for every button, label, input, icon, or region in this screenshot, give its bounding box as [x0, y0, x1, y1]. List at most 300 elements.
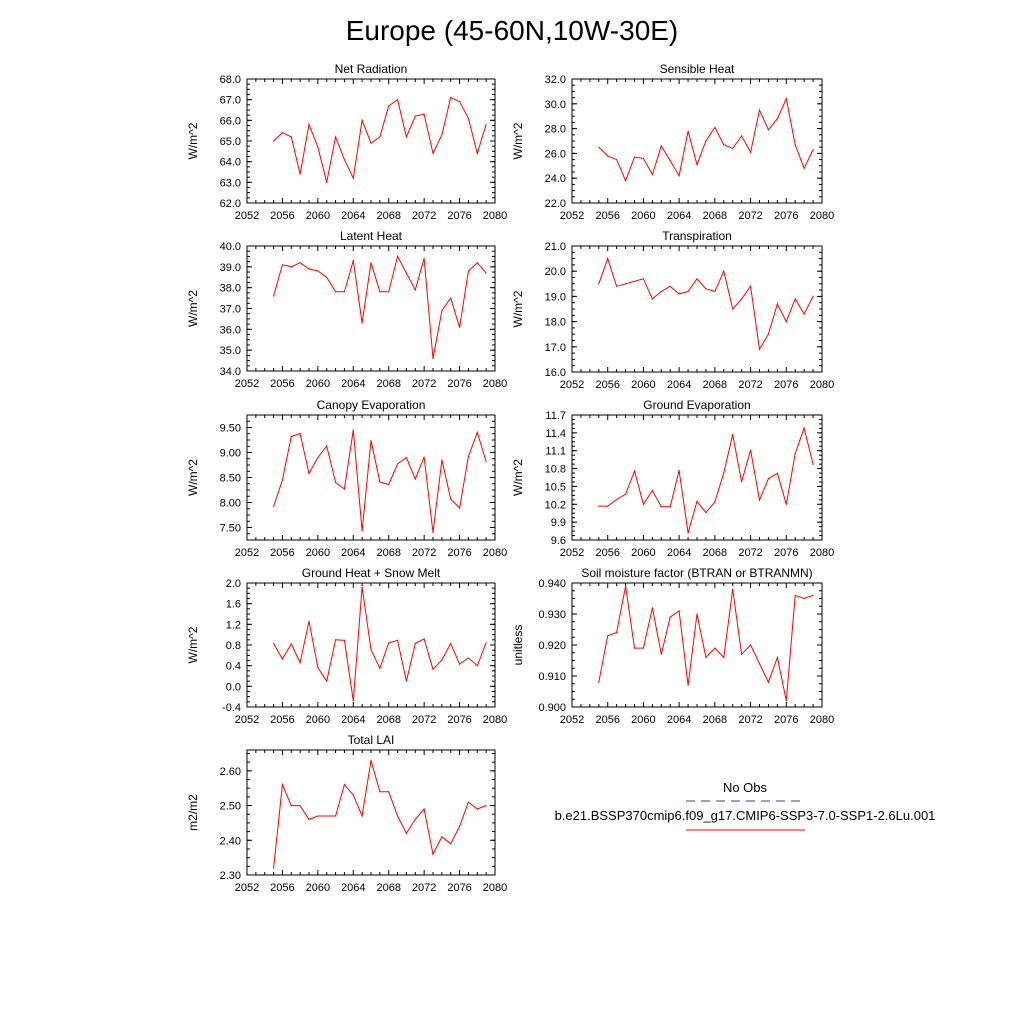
- data-point: [768, 334, 769, 335]
- x-tick-label: 2076: [774, 210, 799, 222]
- data-point: [786, 504, 787, 505]
- data-point: [370, 760, 371, 761]
- data-point: [388, 291, 389, 292]
- data-point: [813, 296, 814, 297]
- data-point: [326, 815, 327, 816]
- data-point: [670, 160, 671, 161]
- panel-8: [186, 733, 507, 894]
- data-point: [379, 481, 380, 482]
- x-tick-label: 2056: [270, 714, 295, 726]
- data-point: [750, 450, 751, 451]
- y-tick-label: 2.60: [219, 765, 241, 778]
- y-tick-label: 37.0: [219, 303, 241, 316]
- y-tick-label: 9.9: [550, 517, 566, 530]
- data-point: [459, 507, 460, 508]
- data-point: [696, 278, 697, 279]
- x-tick-label: 2068: [376, 547, 401, 559]
- data-point: [795, 144, 796, 145]
- x-tick-label: 2072: [738, 379, 763, 391]
- x-tick-label: 2076: [774, 547, 799, 559]
- x-tick-label: 2060: [305, 378, 331, 390]
- y-tick-label: 28.0: [544, 123, 566, 136]
- x-tick-label: 2052: [234, 378, 260, 390]
- x-tick-label: 2076: [774, 714, 799, 726]
- data-point: [459, 327, 460, 328]
- x-tick-label: 2060: [631, 379, 656, 391]
- y-axis-label: W/m^2: [186, 290, 200, 327]
- y-tick-label: 0.940: [538, 578, 566, 590]
- x-tick-label: 2060: [305, 714, 331, 726]
- y-tick-label: 19.0: [544, 291, 566, 304]
- data-point: [379, 136, 380, 137]
- panel-1: [511, 62, 834, 222]
- y-tick-label: 0.910: [538, 671, 566, 683]
- x-tick-label: 2052: [559, 379, 585, 391]
- y-tick-label: 0.4: [225, 660, 241, 673]
- data-point: [786, 98, 787, 99]
- data-point: [415, 819, 416, 820]
- y-tick-label: 22.0: [544, 198, 566, 210]
- data-point: [432, 669, 433, 670]
- data-point: [705, 512, 706, 513]
- data-point: [432, 532, 433, 533]
- x-tick-label: 2080: [482, 378, 508, 390]
- data-point: [679, 610, 680, 611]
- data-point: [459, 664, 460, 665]
- data-point: [477, 153, 478, 154]
- data-point: [353, 178, 354, 179]
- data-point: [450, 643, 451, 644]
- data-point: [795, 453, 796, 454]
- x-tick-label: 2080: [482, 714, 508, 726]
- data-point: [450, 498, 451, 499]
- data-point: [450, 97, 451, 98]
- data-point: [397, 640, 398, 641]
- data-point: [459, 101, 460, 102]
- data-point: [696, 164, 697, 165]
- data-point: [326, 182, 327, 183]
- x-tick-label: 2076: [447, 210, 472, 222]
- data-point: [441, 836, 442, 837]
- data-point: [317, 457, 318, 458]
- data-point: [768, 478, 769, 479]
- x-tick-label: 2060: [305, 547, 331, 559]
- data-point: [397, 256, 398, 257]
- y-tick-label: 8.00: [219, 497, 241, 510]
- data-point: [598, 147, 599, 148]
- x-tick-label: 2060: [305, 882, 331, 894]
- data-point: [282, 132, 283, 133]
- y-tick-label: 38.0: [219, 282, 241, 295]
- data-point: [424, 258, 425, 259]
- data-point: [362, 530, 363, 531]
- data-point: [415, 643, 416, 644]
- y-tick-label: 2.40: [219, 835, 241, 848]
- y-tick-label: 66.0: [219, 115, 241, 128]
- data-point: [370, 262, 371, 263]
- data-point: [714, 127, 715, 128]
- data-point: [696, 613, 697, 614]
- y-tick-label: 9.6: [550, 535, 566, 547]
- x-tick-label: 2060: [305, 210, 331, 222]
- x-tick-label: 2080: [482, 547, 508, 559]
- x-tick-label: 2056: [595, 379, 620, 391]
- data-point: [723, 144, 724, 145]
- y-tick-label: 0.900: [538, 702, 566, 714]
- y-tick-label: 18.0: [544, 316, 566, 329]
- y-tick-label: 40.0: [219, 241, 241, 253]
- data-point: [652, 490, 653, 491]
- x-tick-label: 2052: [559, 714, 585, 726]
- data-point: [397, 99, 398, 100]
- data-point: [714, 291, 715, 292]
- data-point: [432, 358, 433, 359]
- y-tick-label: 67.0: [219, 94, 241, 107]
- x-tick-label: 2080: [809, 547, 835, 559]
- plot-frame: [247, 583, 495, 707]
- y-tick-label: 30.0: [544, 98, 566, 111]
- plot-frame: [572, 583, 822, 707]
- x-tick-label: 2052: [234, 882, 260, 894]
- series-line: [599, 586, 813, 701]
- y-axis-label: m2/m2: [186, 794, 200, 831]
- data-point: [335, 136, 336, 137]
- y-tick-label: 11.1: [545, 445, 566, 458]
- data-point: [388, 484, 389, 485]
- x-tick-label: 2076: [774, 379, 799, 391]
- legend-case-label: b.e21.BSSP370cmip6.f09_g17.CMIP6-SSP3-7.0-SSP1-2.6Lu.001: [554, 808, 936, 823]
- x-tick-label: 2064: [666, 714, 692, 726]
- data-point: [652, 174, 653, 175]
- data-point: [607, 258, 608, 259]
- data-point: [273, 643, 274, 644]
- data-point: [291, 805, 292, 806]
- x-tick-label: 2076: [447, 882, 472, 894]
- data-point: [732, 148, 733, 149]
- data-point: [317, 667, 318, 668]
- panel-5: [511, 398, 834, 559]
- x-tick-label: 2068: [702, 379, 728, 391]
- data-point: [741, 135, 742, 136]
- panel-2: [186, 229, 507, 390]
- data-point: [300, 662, 301, 663]
- data-point: [625, 586, 626, 587]
- data-point: [308, 819, 309, 820]
- data-point: [477, 262, 478, 263]
- data-point: [273, 868, 274, 869]
- data-point: [300, 174, 301, 175]
- series-line: [274, 98, 487, 183]
- panel-3: [511, 229, 834, 391]
- data-point: [634, 470, 635, 471]
- data-point: [370, 143, 371, 144]
- x-tick-label: 2052: [559, 210, 585, 222]
- y-tick-label: 0.920: [538, 640, 566, 652]
- x-tick-label: 2064: [341, 210, 366, 222]
- data-point: [424, 808, 425, 809]
- data-point: [344, 640, 345, 641]
- panels: [186, 62, 834, 894]
- panel-title: Latent Heat: [339, 229, 403, 243]
- data-point: [282, 479, 283, 480]
- data-point: [335, 482, 336, 483]
- data-point: [406, 273, 407, 274]
- x-tick-label: 2068: [702, 547, 728, 559]
- panel-0: [186, 62, 507, 222]
- data-point: [273, 506, 274, 507]
- data-point: [786, 321, 787, 322]
- data-point: [415, 116, 416, 117]
- data-point: [679, 175, 680, 176]
- data-point: [661, 291, 662, 292]
- data-point: [723, 472, 724, 473]
- data-point: [406, 457, 407, 458]
- x-tick-label: 2068: [376, 882, 401, 894]
- data-point: [750, 152, 751, 153]
- data-point: [273, 295, 274, 296]
- y-tick-label: 8.50: [219, 472, 241, 485]
- x-tick-label: 2072: [738, 714, 763, 726]
- data-point: [643, 278, 644, 279]
- y-tick-label: 65.0: [219, 136, 241, 148]
- data-point: [415, 478, 416, 479]
- data-point: [652, 607, 653, 608]
- x-tick-label: 2076: [447, 547, 472, 559]
- data-point: [468, 456, 469, 457]
- data-point: [486, 461, 487, 462]
- data-point: [308, 124, 309, 125]
- data-point: [804, 168, 805, 169]
- data-point: [741, 481, 742, 482]
- x-tick-label: 2056: [270, 547, 295, 559]
- data-point: [643, 648, 644, 649]
- data-point: [705, 140, 706, 141]
- data-point: [795, 595, 796, 596]
- data-point: [450, 843, 451, 844]
- y-tick-label: 68.0: [219, 74, 241, 86]
- y-tick-label: 34.0: [219, 366, 241, 378]
- data-point: [598, 682, 599, 683]
- data-point: [317, 815, 318, 816]
- data-point: [652, 298, 653, 299]
- data-point: [370, 649, 371, 650]
- x-tick-label: 2052: [559, 547, 585, 559]
- data-point: [424, 638, 425, 639]
- data-point: [670, 286, 671, 287]
- data-point: [326, 277, 327, 278]
- data-point: [777, 118, 778, 119]
- data-point: [477, 665, 478, 666]
- data-point: [616, 632, 617, 633]
- x-tick-label: 2080: [482, 210, 508, 222]
- y-tick-label: 2.0: [225, 578, 241, 590]
- x-tick-label: 2068: [376, 378, 401, 390]
- data-point: [317, 147, 318, 148]
- x-tick-label: 2080: [809, 379, 835, 391]
- y-tick-label: 17.0: [544, 341, 566, 354]
- x-tick-label: 2068: [376, 210, 401, 222]
- y-axis-label: W/m^2: [186, 459, 200, 496]
- data-point: [441, 459, 442, 460]
- y-tick-label: 63.0: [219, 177, 241, 190]
- y-axis-label: W/m^2: [511, 290, 525, 328]
- y-tick-label: 26.0: [544, 148, 566, 161]
- data-point: [804, 428, 805, 429]
- data-point: [616, 286, 617, 287]
- data-point: [759, 349, 760, 350]
- data-point: [477, 432, 478, 433]
- data-point: [468, 270, 469, 271]
- data-point: [714, 648, 715, 649]
- y-tick-label: 2.50: [219, 800, 241, 813]
- x-tick-label: 2056: [595, 714, 620, 726]
- y-tick-label: 36.0: [219, 324, 241, 337]
- series-line: [599, 428, 813, 533]
- x-tick-label: 2064: [341, 714, 366, 726]
- series-line: [274, 587, 487, 701]
- data-point: [486, 124, 487, 125]
- y-tick-label: 11.7: [545, 410, 566, 422]
- plot-frame: [247, 750, 495, 875]
- y-tick-label: 9.00: [219, 447, 241, 460]
- data-point: [634, 648, 635, 649]
- y-tick-label: 10.8: [544, 463, 566, 476]
- data-point: [291, 266, 292, 267]
- y-axis-label: W/m^2: [186, 626, 200, 664]
- x-tick-label: 2076: [447, 714, 472, 726]
- data-point: [616, 499, 617, 500]
- data-point: [759, 663, 760, 664]
- data-point: [477, 808, 478, 809]
- y-tick-label: 2.30: [219, 870, 241, 882]
- y-axis-label: unitless: [511, 624, 525, 666]
- data-point: [679, 293, 680, 294]
- y-tick-label: 32.0: [544, 74, 566, 86]
- data-point: [661, 506, 662, 507]
- y-tick-label: 16.0: [544, 367, 566, 379]
- data-point: [353, 700, 354, 701]
- panel-title: Net Radiation: [334, 62, 408, 76]
- series-line: [274, 760, 487, 868]
- x-tick-label: 2068: [376, 714, 401, 726]
- y-tick-label: 1.2: [225, 619, 241, 632]
- data-point: [300, 805, 301, 806]
- series-line: [599, 259, 813, 350]
- x-tick-label: 2056: [595, 547, 620, 559]
- panel-title: Ground Evaporation: [643, 398, 751, 412]
- x-tick-label: 2072: [411, 378, 437, 390]
- data-point: [450, 298, 451, 299]
- data-point: [804, 313, 805, 314]
- data-point: [486, 642, 487, 643]
- data-point: [679, 470, 680, 471]
- data-point: [795, 298, 796, 299]
- data-point: [441, 659, 442, 660]
- y-tick-label: 35.0: [219, 345, 241, 358]
- data-point: [397, 815, 398, 816]
- data-point: [406, 833, 407, 834]
- data-point: [625, 283, 626, 284]
- data-point: [607, 506, 608, 507]
- data-point: [273, 140, 274, 141]
- x-tick-label: 2072: [411, 882, 437, 894]
- data-point: [705, 657, 706, 658]
- x-tick-label: 2060: [631, 714, 656, 726]
- data-point: [300, 262, 301, 263]
- x-tick-label: 2072: [411, 210, 437, 222]
- data-point: [344, 291, 345, 292]
- data-point: [732, 308, 733, 309]
- data-point: [362, 120, 363, 121]
- data-point: [415, 289, 416, 290]
- y-tick-label: 62.0: [219, 198, 241, 210]
- data-point: [379, 668, 380, 669]
- data-point: [432, 153, 433, 154]
- data-point: [282, 658, 283, 659]
- data-point: [804, 598, 805, 599]
- data-point: [326, 681, 327, 682]
- x-tick-label: 2056: [270, 882, 295, 894]
- data-point: [291, 643, 292, 644]
- data-point: [670, 506, 671, 507]
- data-point: [406, 136, 407, 137]
- data-point: [759, 109, 760, 110]
- data-point: [468, 657, 469, 658]
- data-point: [705, 288, 706, 289]
- x-tick-label: 2076: [447, 378, 472, 390]
- series-line: [274, 256, 487, 358]
- y-axis-label: W/m^2: [511, 459, 525, 496]
- data-point: [432, 854, 433, 855]
- data-point: [326, 445, 327, 446]
- data-point: [643, 504, 644, 505]
- panel-title: Ground Heat + Snow Melt: [301, 566, 441, 580]
- data-point: [459, 826, 460, 827]
- y-tick-label: 11.4: [545, 427, 566, 440]
- data-point: [353, 429, 354, 430]
- legend-obs-label: No Obs: [722, 780, 768, 795]
- x-tick-label: 2056: [595, 210, 620, 222]
- y-tick-label: 20.0: [544, 266, 566, 279]
- data-point: [732, 434, 733, 435]
- panel-6: [186, 566, 507, 726]
- x-tick-label: 2056: [270, 378, 295, 390]
- x-tick-label: 2072: [738, 547, 763, 559]
- x-tick-label: 2080: [482, 882, 508, 894]
- y-tick-label: 64.0: [219, 156, 241, 169]
- panel-7: [511, 566, 834, 726]
- panel-title: Transpiration: [662, 229, 732, 243]
- data-point: [362, 815, 363, 816]
- data-point: [643, 158, 644, 159]
- y-tick-label: 39.0: [219, 261, 241, 274]
- x-tick-label: 2068: [702, 210, 728, 222]
- data-point: [344, 159, 345, 160]
- x-tick-label: 2052: [234, 714, 260, 726]
- data-point: [335, 639, 336, 640]
- series-line: [274, 430, 487, 533]
- plot-frame: [247, 79, 495, 203]
- plot-frame: [572, 415, 822, 540]
- data-point: [813, 595, 814, 596]
- y-axis-label: W/m^2: [186, 122, 200, 160]
- data-point: [424, 114, 425, 115]
- data-point: [625, 494, 626, 495]
- data-point: [607, 155, 608, 156]
- data-point: [688, 291, 689, 292]
- data-point: [750, 286, 751, 287]
- x-tick-label: 2064: [341, 882, 366, 894]
